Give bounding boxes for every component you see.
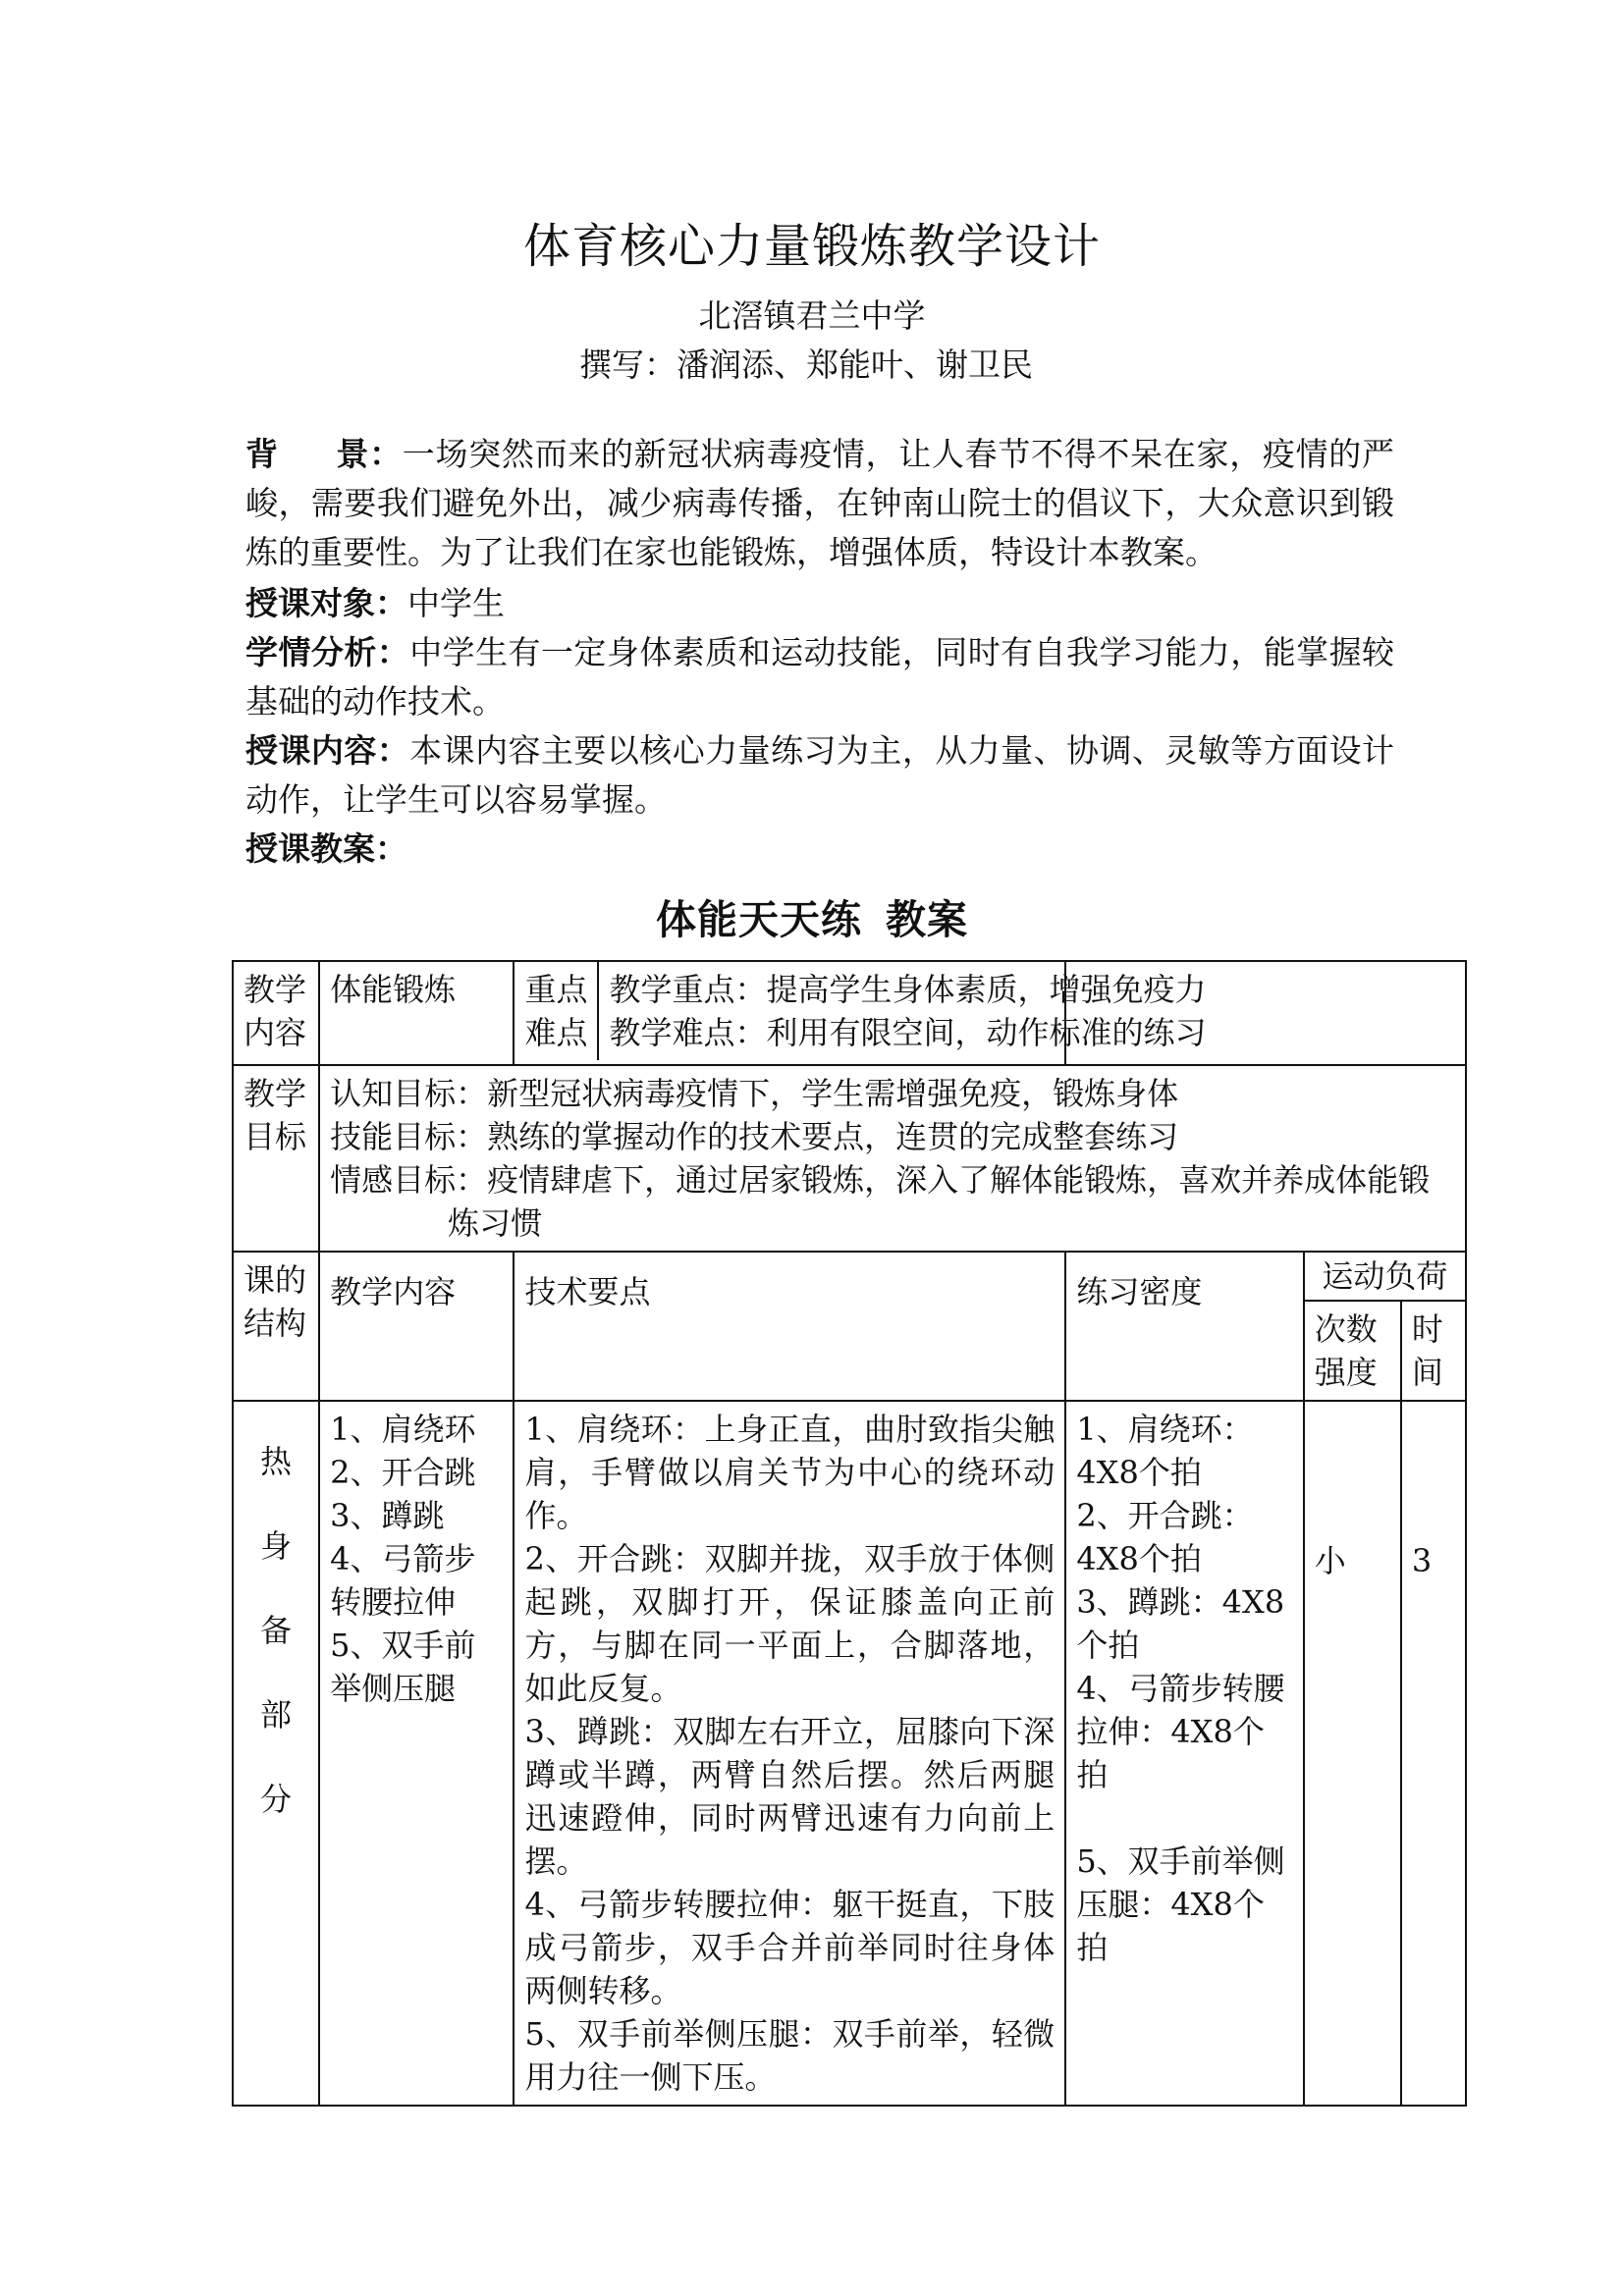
warmup-intensity: 小 xyxy=(1304,1401,1401,2106)
authors-line: 撰写：潘润添、郑能叶、谢卫民 xyxy=(579,346,1033,384)
list-item: 5、双手前举侧压腿：双手前举，轻微用力往一侧下压。 xyxy=(524,2015,1056,2096)
document-title: 体育核心力量锻炼教学设计 xyxy=(522,219,1101,274)
list-item: 2、开合跳：双脚并拢，双手放于体侧起跳，双脚打开，保证膝盖向正前方，与脚在同一平面上，合脚落地，如此反复。 xyxy=(524,1540,1056,1707)
warmup-items xyxy=(319,1401,514,2106)
audience-label: 授课对象： xyxy=(245,584,407,622)
analysis-label: 学情分析： xyxy=(245,633,410,671)
table-row xyxy=(233,1401,1466,2106)
content-header: 教学内容 xyxy=(319,1252,514,1401)
lesson-plan-table xyxy=(232,960,1467,2107)
audience-text: 中学生 xyxy=(407,584,505,622)
school-name: 北滘镇君兰中学 xyxy=(698,296,926,335)
content-text: 本课内容主要以核心力量练习为主，从力量、协调、灵敏等方面设计动作，让学生可以容易掌握。 xyxy=(245,731,1395,819)
list-item: 5、双手前举侧压腿：4X8个拍 xyxy=(1076,1842,1285,1966)
teaching-goal-value xyxy=(319,1065,1466,1252)
time-header: 时 间 xyxy=(1401,1301,1466,1401)
content-label: 授课内容： xyxy=(245,731,410,770)
intensity-header: 次数 强度 xyxy=(1304,1301,1401,1401)
list-item: 4、弓箭步转腰拉伸：4X8个拍 xyxy=(1076,1670,1285,1793)
teaching-goal-label: 教学 目标 xyxy=(233,1065,319,1252)
warmup-density xyxy=(1065,1401,1303,2106)
list-item: 3、蹲跳 xyxy=(330,1497,445,1534)
list-item: 2、开合跳：4X8个拍 xyxy=(1076,1497,1254,1577)
density-header: 练习密度 xyxy=(1065,1252,1303,1401)
cognitive-goal: 认知目标：新型冠状病毒疫情下，学生需增强免疫，锻炼身体 xyxy=(330,1075,1179,1112)
skill-goal: 技能目标：熟练的掌握动作的技术要点，连贯的完成整套练习 xyxy=(330,1118,1179,1155)
list-item: 3、蹲跳：双脚左右开立，屈膝向下深蹲或半蹲，两臂自然后摆。然后两腿迅速蹬伸，同时两臂迅速有力向前上摆。 xyxy=(524,1713,1056,1880)
plan-title: 体能天天练 教案 xyxy=(656,896,968,943)
content-paragraph xyxy=(245,726,1394,825)
tech-header: 技术要点 xyxy=(514,1252,1065,1401)
key-points-group xyxy=(514,961,1207,1065)
emotional-goal: 情感目标：疫情肆虐下，通过居家锻炼，深入了解体能锻炼，喜欢并养成体能锻炼习惯 xyxy=(330,1161,1431,1242)
warmup-section-label: 热 身 备 部 分 xyxy=(233,1401,319,2106)
table-row xyxy=(233,1065,1466,1252)
plan-label: 授课教案： xyxy=(245,829,407,868)
list-item: 4、弓箭步转腰拉伸：躯干挺直，下肢成弓箭步，双手合并前举同时往身体两侧转移。 xyxy=(524,1886,1056,2009)
load-header: 运动负荷 xyxy=(1304,1252,1466,1301)
analysis-paragraph xyxy=(245,628,1394,726)
table-row xyxy=(233,1252,1466,1301)
list-item: 2、开合跳 xyxy=(330,1454,476,1491)
teaching-content-label: 教学 内容 xyxy=(233,961,319,1065)
structure-header: 课的 结构 xyxy=(233,1252,319,1401)
list-item: 5、双手前举侧压腿 xyxy=(330,1627,476,1707)
table-row xyxy=(233,961,1466,1065)
background-text: 一场突然而来的新冠状病毒疫情，让人春节不得不呆在家，疫情的严峻，需要我们避免外出，减少病毒传播，在钟南山院士的倡议下，大众意识到锻炼的重要性。为了让我们在家也能锻炼，增强体质，特设计本教案。 xyxy=(245,435,1395,571)
warmup-tech-points xyxy=(514,1401,1065,2106)
list-item: 1、肩绕环：4X8个拍 xyxy=(1076,1411,1254,1491)
warmup-time: 3 xyxy=(1401,1401,1466,2106)
key-difficulty-label: 重点 难点 xyxy=(514,962,599,1060)
list-item: 4、弓箭步转腰拉伸 xyxy=(330,1540,476,1621)
background-label: 背 景： xyxy=(245,435,403,473)
audience-paragraph xyxy=(245,579,1394,628)
teaching-content-value: 体能锻炼 xyxy=(319,961,514,1065)
analysis-text: 中学生有一定身体素质和运动技能，同时有自我学习能力，能掌握较基础的动作技术。 xyxy=(245,633,1395,721)
list-item: 3、蹲跳：4X8个拍 xyxy=(1076,1583,1285,1664)
background-paragraph xyxy=(245,430,1394,577)
plan-paragraph xyxy=(245,825,1394,874)
list-item: 1、肩绕环：上身正直，曲肘致指尖触肩，手臂做以肩关节为中心的绕环动作。 xyxy=(524,1411,1056,1534)
key-points-value: 教学重点：提高学生身体素质，增强免疫力 教学难点：利用有限空间，动作标准的练习 xyxy=(609,971,1207,1051)
list-item: 1、肩绕环 xyxy=(330,1411,476,1448)
